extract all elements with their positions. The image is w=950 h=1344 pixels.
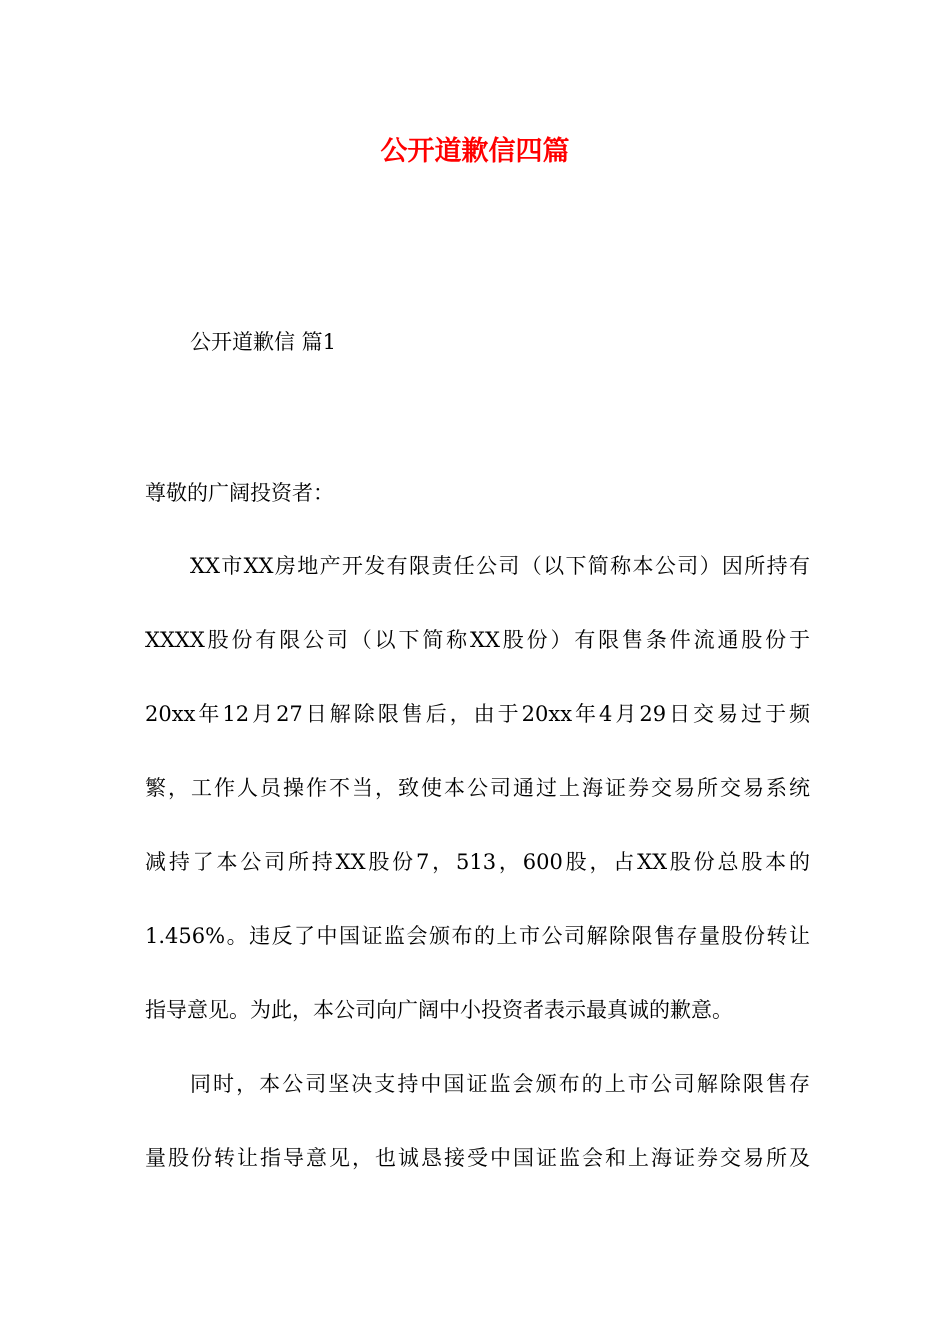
paragraph-line: 繁，工作人员操作不当，致使本公司通过上海证券交易所交易系统 bbox=[145, 776, 810, 800]
paragraph-line: 1.456%。违反了中国证监会颁布的上市公司解除限售存量股份转让 bbox=[145, 924, 810, 948]
body-paragraph-1 bbox=[145, 546, 810, 1064]
paragraph-line: 同时，本公司坚决支持中国证监会颁布的上市公司解除限售存 bbox=[190, 1072, 810, 1096]
paragraph-line: XX市XX房地产开发有限责任公司（以下简称本公司）因所持有 bbox=[190, 554, 810, 578]
body-paragraph-2 bbox=[145, 1064, 810, 1212]
paragraph-line: 指导意见。为此，本公司向广阔中小投资者表示最真诚的歉意。 bbox=[145, 998, 733, 1022]
document-title: 公开道歉信四篇 bbox=[380, 136, 570, 167]
paragraph-line: 减持了本公司所持XX股份7，513，600股，占XX股份总股本的 bbox=[145, 850, 810, 874]
paragraph-line: XXXX股份有限公司（以下简称XX股份）有限售条件流通股份于 bbox=[145, 628, 810, 652]
paragraph-line: 量股份转让指导意见，也诚恳接受中国证监会和上海证券交易所及 bbox=[145, 1146, 810, 1170]
section-heading: 公开道歉信 篇1 bbox=[190, 330, 337, 354]
salutation: 尊敬的广阔投资者： bbox=[145, 481, 334, 505]
paragraph-line: 20xx年12月27日解除限售后，由于20xx年4月29日交易过于频 bbox=[145, 702, 810, 726]
